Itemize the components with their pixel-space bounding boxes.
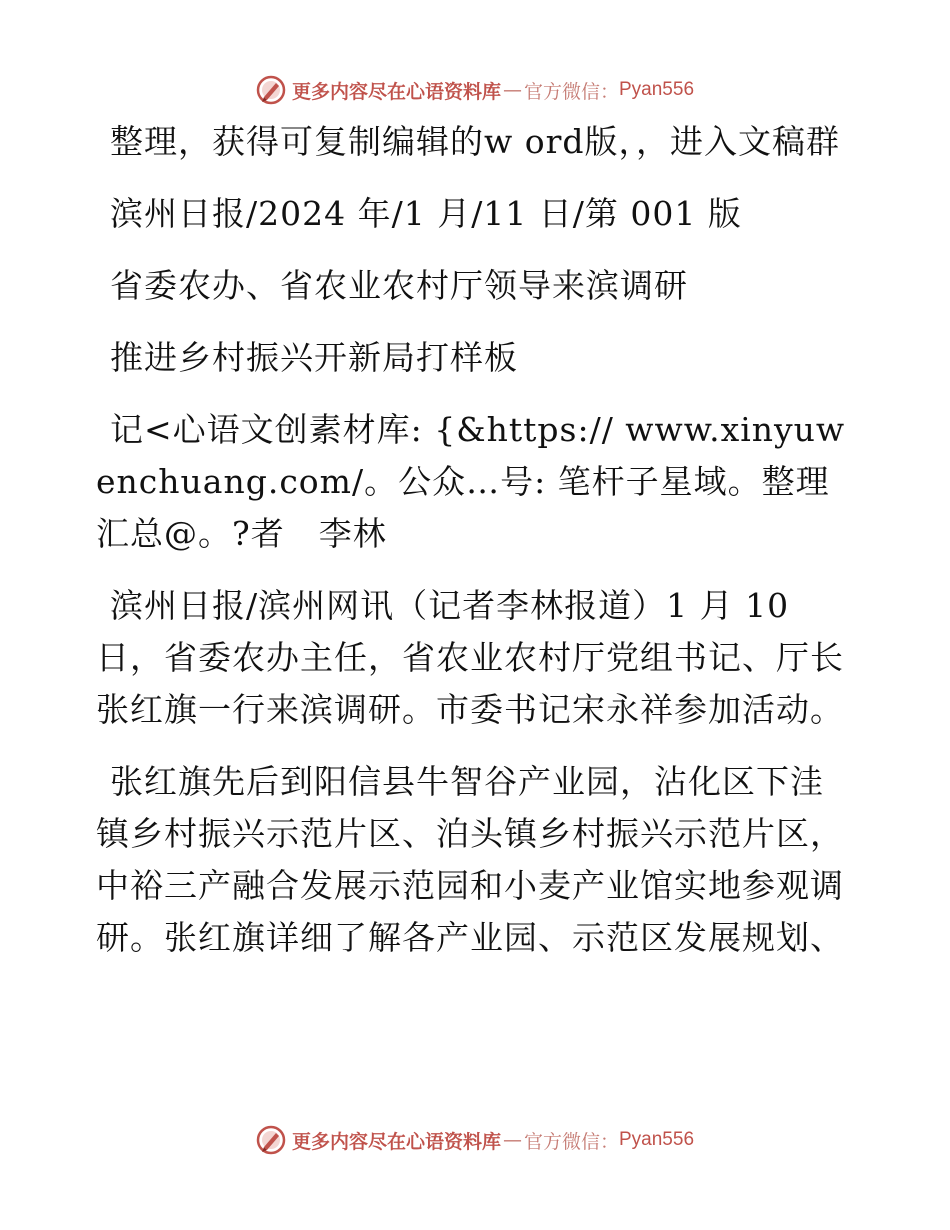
watermark-label: 官方微信： [523,80,619,103]
watermark-main-text: 更多内容尽在心语资料库 [291,80,501,103]
byline-paragraph: 记<心语文创素材库: {&https:// www.xinyuwenchuang.com/。公众…号: 笔杆子星域。整理汇总@。?者 李林 [96,410,846,553]
watermark-main-text: 更多内容尽在心语资料库 [291,1130,501,1153]
source-line: 滨州日报/2024 年/1 月/11 日/第 001 版 [110,194,742,233]
header-watermark [0,70,950,110]
headline-primary: 省委农办、省农业农村厅领导来滨调研 [110,266,688,305]
document-body [96,116,856,984]
watermark-separator: — [502,79,522,101]
pen-circle-logo-icon [256,75,286,105]
watermark-label: 官方微信： [523,1130,619,1153]
watermark-separator: — [502,1129,522,1151]
pen-circle-logo-icon [256,1125,286,1155]
body-paragraph-2: 张红旗先后到阳信县牛智谷产业园，沾化区下洼镇乡村振兴示范片区、泊头镇乡村振兴示范片区，中裕三产融合发展示范园和小麦产业馆实地参观调研。张红旗详细了解各产业园、示范区发展规划、 [96,762,844,957]
intro-paragraph: 整理，获得可复制编辑的w ord版，，进入文稿群 [110,122,841,161]
headline-secondary: 推进乡村振兴开新局打样板 [110,338,518,377]
footer-watermark [0,1120,950,1160]
body-paragraph-1: 滨州日报/滨州网讯（记者李林报道）1 月 10 日，省委农办主任，省农业农村厅党组书记、厅长张红旗一行来滨调研。市委书记宋永祥参加活动。 [96,586,844,729]
watermark-wechat-id: Pyan556 [619,1129,695,1150]
watermark-wechat-id: Pyan556 [619,79,695,100]
